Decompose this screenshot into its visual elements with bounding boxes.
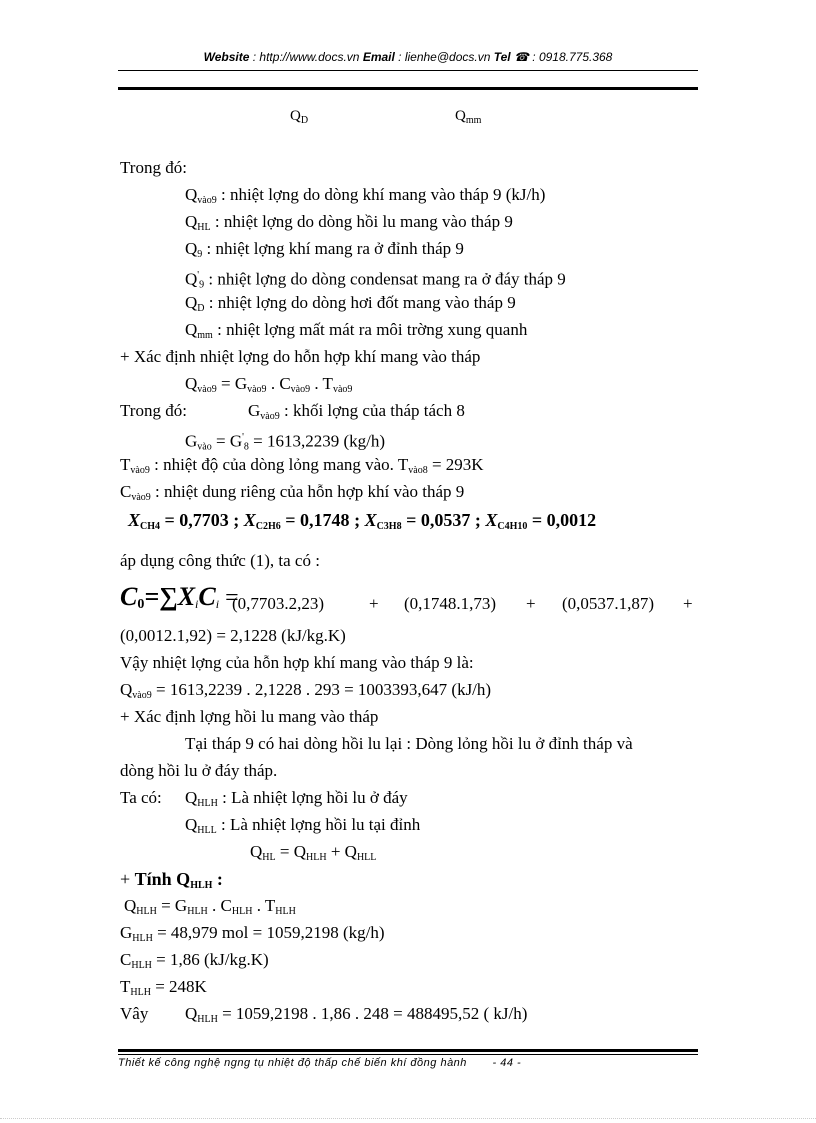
plus-2: + xyxy=(526,594,536,613)
def-tvao9: $T_{vào9}$ : nhiệt độ của dòng lỏng mang vào. $T_{vào8} = 293K$ xyxy=(120,455,484,476)
label-vay: Vây xyxy=(120,1004,149,1023)
plus-1: + xyxy=(369,594,379,613)
def-qmm: $Q_{mm}$ : nhiệt lợng mất mát ra môi trờng xung quanh xyxy=(185,320,528,341)
email-label: Email xyxy=(362,50,395,64)
eq-c0-result: (0,0012.1,92) = 2,1228 (kJ/kg.K) xyxy=(120,626,346,645)
eq-qhlh-result: $Q_{HLH} = 1059,2198$ . 1,86 . 248 = 488495,52 ( kJ/h) xyxy=(185,1004,528,1025)
term-2: (0,1748.1,73) xyxy=(404,594,497,613)
eq-ghlh: $G_{HLH} = 48,979$ mol = 1059,2198 (kg/h) xyxy=(120,923,385,944)
def-qhll: $Q_{HLL}$ : Là nhiệt lợng hồi lu tại đỉnh xyxy=(185,815,421,836)
def-q9: $Q_9$ : nhiệt lợng khí mang ra ở đỉnh tháp 9 xyxy=(185,239,464,260)
plus-3: + xyxy=(683,594,693,613)
footer-rule-thin xyxy=(118,1054,698,1055)
phone-icon: ☎ xyxy=(513,50,529,64)
tel-value: : 0918.775.368 xyxy=(528,50,613,64)
page-header xyxy=(118,50,698,64)
eq-chlh: $C_{HLH} = 1,86$ (kJ/kg.K) xyxy=(120,950,269,971)
def-gvao9: $G_{vào9}$ : khối lợng của tháp tách 8 xyxy=(248,401,465,422)
page-footer xyxy=(118,1057,521,1069)
mole-fractions: $X_{CH4} = 0,7703$ ; $X_{C2H6} = 0,1748$ ; $X_{C3H8} = 0,0537$ ; $X_{C4H10} = 0,0012$ xyxy=(128,510,597,532)
section-reflux: + Xác định lợng hồi lu mang vào tháp xyxy=(120,707,379,726)
apply-formula: áp dụng công thức (1), ta có : xyxy=(120,551,320,570)
def-qhlh: $Q_{HLH}$ : Là nhiệt lợng hồi lu ở đáy xyxy=(185,788,408,809)
term-1: (0,7703.2,23) xyxy=(232,594,325,613)
para-reflux-2: dòng hồi lu ở đáy tháp. xyxy=(120,761,278,780)
label-qmm: $Q_{mm}$ xyxy=(455,108,482,126)
section-heat-mix: + Xác định nhiệt lợng do hỗn hợp khí mang vào tháp xyxy=(120,347,481,366)
website-label: Website xyxy=(203,50,250,64)
eq-qvao9: $Q_{vào9} = G_{vào9}$ . $C_{vào9}$ . $T_{vào9}$ xyxy=(185,374,353,395)
footer-rule-thick xyxy=(118,1049,698,1052)
footer-title: Thiết kế công nghệ ngng tụ nhiệt độ thấp chế biến khí đồng hành xyxy=(118,1057,467,1069)
eq-gvao: $G_{vào} = G'_8 = 1613,2239$ (kg/h) xyxy=(185,431,386,453)
eq-qhl: $Q_{HL} = Q_{HLH} + Q_{HLL}$ xyxy=(250,842,377,863)
header-rule-thick xyxy=(118,87,698,90)
eq-qhlh: $Q_{HLH} = G_{HLH}$ . $C_{HLH}$ . $T_{HLH}$ xyxy=(124,896,296,917)
eq-c0: $C_0=\sum X_iC_i$ = xyxy=(120,582,239,612)
def-q9-prime: $Q'_9$ : nhiệt lợng do dòng condensat mang ra ở đáy tháp 9 xyxy=(185,269,566,291)
line-trong-do-2: Trong đó: xyxy=(120,401,187,420)
def-qvao9: $Q_{vào9}$ : nhiệt lợng do dòng khí mang vào tháp 9 (kJ/h) xyxy=(185,185,546,206)
def-cvao9: $C_{vào9}$ : nhiệt dung riêng của hỗn hợp khí vào tháp 9 xyxy=(120,482,465,503)
tel-label: Tel xyxy=(493,50,511,64)
website-value[interactable]: : http://www.docs.vn xyxy=(249,50,363,64)
line-trong-do: Trong đó: xyxy=(120,158,187,177)
page-number: - 44 - xyxy=(492,1057,522,1069)
label-ta-co: Ta có: xyxy=(120,788,162,807)
heading-tinh-qhlh: + Tính $Q_{HLH}$ : xyxy=(120,869,223,891)
line-conclusion: Vậy nhiệt lợng của hỗn hợp khí mang vào tháp 9 là: xyxy=(120,653,474,672)
eq-thlh: $T_{HLH} = 248K$ xyxy=(120,977,207,998)
eq-qvao9-result: $Q_{vào9} = 1613,2239$ . 2,1228 . 293 = 1003393,647 (kJ/h) xyxy=(120,680,492,701)
def-qhl: $Q_{HL}$ : nhiệt lợng do dòng hồi lu mang vào tháp 9 xyxy=(185,212,513,233)
header-rule-thin xyxy=(118,70,698,71)
def-qd: $Q_D$ : nhiệt lợng do dòng hơi đốt mang vào tháp 9 xyxy=(185,293,516,314)
term-3: (0,0537.1,87) xyxy=(562,594,655,613)
email-value[interactable]: : lienhe@docs.vn xyxy=(394,50,494,64)
para-reflux-1: Tại tháp 9 có hai dòng hồi lu lại : Dòng lỏng hồi lu ở đỉnh tháp và xyxy=(185,734,633,753)
label-qd: $Q_D$ xyxy=(290,108,309,126)
page-bottom-border xyxy=(0,1118,816,1119)
